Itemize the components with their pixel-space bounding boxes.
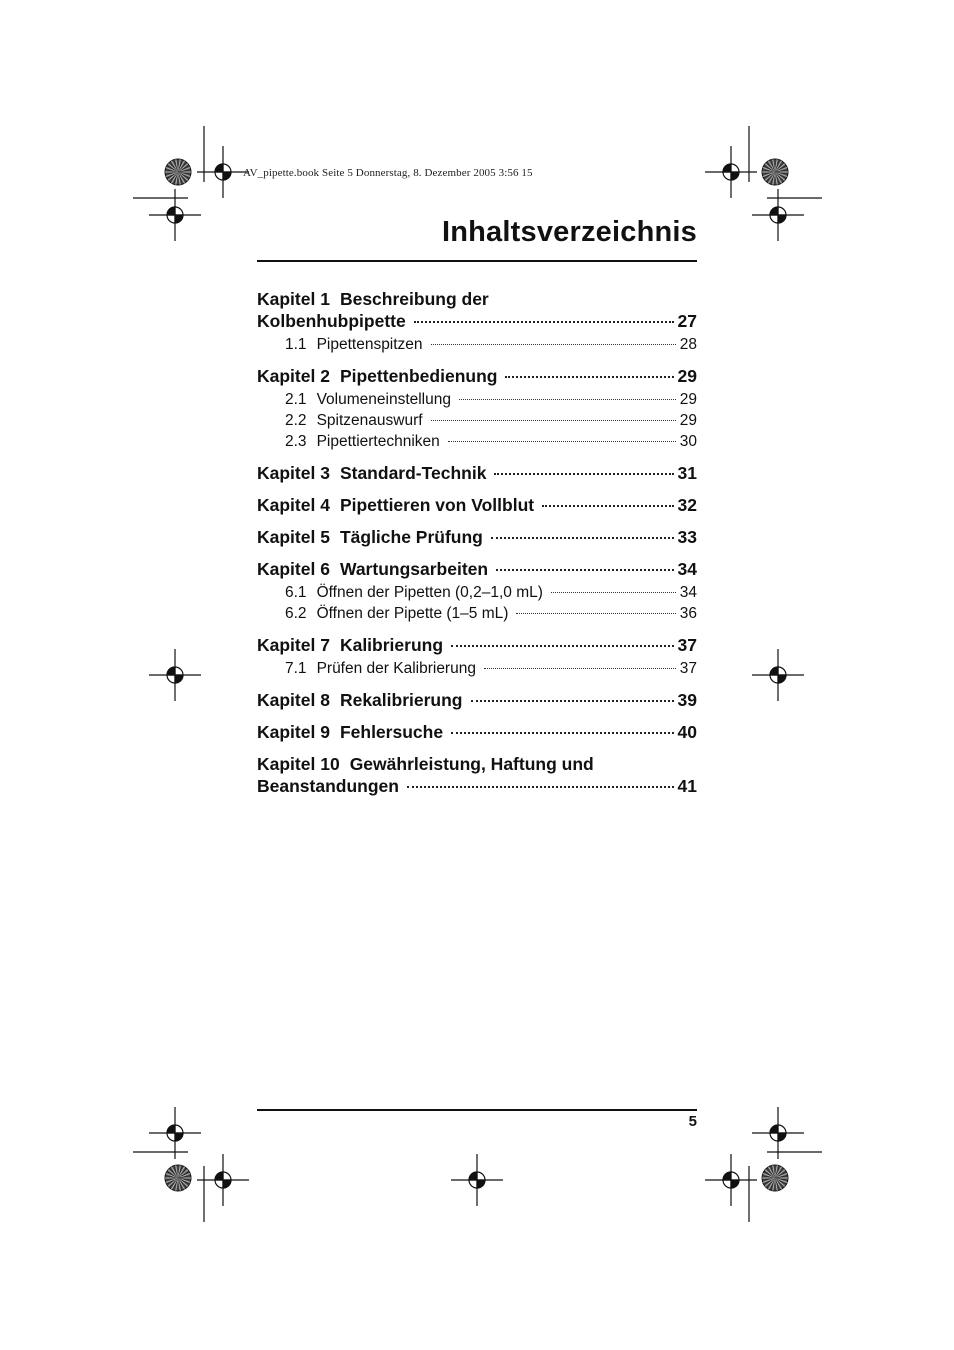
- chapter-page-number: 29: [677, 366, 697, 386]
- chapter-title: Kalibrierung: [339, 635, 444, 655]
- section-page-number: 29: [679, 391, 697, 408]
- chapter-page-number: 41: [677, 776, 697, 796]
- chapter-title: Standard-Technik: [339, 463, 487, 483]
- chapter-number: Kapitel 7: [257, 635, 330, 655]
- color-target-icon: [762, 159, 788, 185]
- chapter-number: Kapitel 10: [257, 754, 340, 774]
- dot-leader: [494, 473, 673, 475]
- chapter-title: Wartungsarbeiten: [339, 559, 489, 579]
- toc-section-entry[interactable]: [257, 334, 697, 355]
- dot-leader: [451, 732, 673, 734]
- section-title: Pipettenspitzen: [316, 336, 423, 353]
- toc-chapter-entry[interactable]: [257, 365, 697, 387]
- section-title: Volumeneinstellung: [316, 391, 451, 408]
- section-page-number: 28: [679, 336, 697, 353]
- toc-chapter-entry[interactable]: [257, 753, 697, 797]
- chapter-number: Kapitel 2: [257, 366, 330, 386]
- section-page-number: 30: [679, 433, 697, 450]
- chapter-page-number: 27: [677, 311, 697, 331]
- chapter-title: Beanstandungen: [257, 776, 399, 796]
- section-number: 2.2: [285, 412, 307, 429]
- dot-leader: [448, 441, 676, 442]
- toc-section-entry[interactable]: [257, 389, 697, 410]
- color-target-icon: [165, 1165, 191, 1191]
- registration-mark-icon: [752, 189, 804, 241]
- section-page-number: 29: [679, 412, 697, 429]
- registration-mark-icon: [149, 189, 201, 241]
- chapter-number: Kapitel 6: [257, 559, 330, 579]
- toc-chapter-entry[interactable]: [257, 634, 697, 656]
- footer-rule: [257, 1109, 697, 1111]
- section-number: 6.1: [285, 584, 307, 601]
- section-number: 1.1: [285, 336, 307, 353]
- chapter-number: Kapitel 1: [257, 289, 330, 309]
- dot-leader: [431, 344, 676, 345]
- chapter-title: Pipettenbedienung: [339, 366, 498, 386]
- toc-chapter-entry[interactable]: [257, 689, 697, 711]
- section-title: Pipettiertechniken: [316, 433, 440, 450]
- dot-leader: [542, 505, 673, 507]
- toc-section-entry[interactable]: [257, 658, 697, 679]
- dot-leader: [451, 645, 674, 647]
- color-target-icon: [762, 1165, 788, 1191]
- dot-leader: [491, 537, 674, 539]
- chapter-page-number: 31: [677, 463, 697, 483]
- section-number: 6.2: [285, 605, 307, 622]
- section-number: 7.1: [285, 660, 307, 677]
- chapter-title: Kolbenhubpipette: [257, 311, 406, 331]
- registration-mark-icon: [752, 649, 804, 701]
- chapter-title-line1: Beschreibung der: [339, 289, 489, 309]
- chapter-number: Kapitel 5: [257, 527, 330, 547]
- dot-leader: [471, 700, 674, 702]
- chapter-number: Kapitel 3: [257, 463, 330, 483]
- chapter-title: Fehlersuche: [339, 722, 444, 742]
- page-number: 5: [688, 1113, 697, 1130]
- section-title: Öffnen der Pipette (1–5 mL): [316, 605, 509, 622]
- toc-section-entry[interactable]: [257, 410, 697, 431]
- toc-chapter-entry[interactable]: [257, 462, 697, 484]
- dot-leader: [407, 786, 674, 788]
- chapter-page-number: 39: [677, 690, 697, 710]
- toc-chapter-entry[interactable]: [257, 721, 697, 743]
- page-title: Inhaltsverzeichnis: [441, 216, 697, 248]
- section-title: Prüfen der Kalibrierung: [316, 660, 476, 677]
- dot-leader: [431, 420, 676, 421]
- section-number: 2.3: [285, 433, 307, 450]
- title-rule: [257, 260, 697, 262]
- chapter-number: Kapitel 9: [257, 722, 330, 742]
- chapter-title: Rekalibrierung: [339, 690, 463, 710]
- toc-chapter-entry[interactable]: [257, 526, 697, 548]
- print-slug-line: AV_pipette.book Seite 5 Donnerstag, 8. Dezember 2005 3:56 15: [243, 167, 533, 179]
- toc-section-entry[interactable]: [257, 603, 697, 624]
- toc-section-entry[interactable]: [257, 431, 697, 452]
- registration-mark-icon: [451, 1154, 503, 1206]
- registration-mark-icon: [197, 1154, 249, 1206]
- section-title: Spitzenauswurf: [316, 412, 423, 429]
- chapter-number: Kapitel 4: [257, 495, 330, 515]
- registration-mark-icon: [149, 649, 201, 701]
- chapter-page-number: 37: [677, 635, 697, 655]
- registration-mark-icon: [149, 1107, 201, 1159]
- section-page-number: 34: [679, 584, 697, 601]
- toc-chapter-entry[interactable]: [257, 494, 697, 516]
- chapter-page-number: 32: [677, 495, 697, 515]
- section-number: 2.1: [285, 391, 307, 408]
- color-target-icon: [165, 159, 191, 185]
- chapter-title: Pipettieren von Vollblut: [339, 495, 535, 515]
- dot-leader: [496, 569, 673, 571]
- section-page-number: 37: [679, 660, 697, 677]
- table-of-contents: [257, 288, 697, 797]
- chapter-page-number: 34: [677, 559, 697, 579]
- section-title: Öffnen der Pipetten (0,2–1,0 mL): [316, 584, 543, 601]
- dot-leader: [516, 613, 675, 614]
- section-page-number: 36: [679, 605, 697, 622]
- dot-leader: [505, 376, 673, 378]
- registration-mark-icon: [197, 146, 249, 198]
- dot-leader: [414, 321, 674, 323]
- dot-leader: [551, 592, 676, 593]
- registration-mark-icon: [752, 1107, 804, 1159]
- chapter-title: Tägliche Prüfung: [339, 527, 483, 547]
- dot-leader: [484, 668, 676, 669]
- chapter-number: Kapitel 8: [257, 690, 330, 710]
- chapter-page-number: 40: [677, 722, 697, 742]
- chapter-title-line1: Gewährleistung, Haftung und: [349, 754, 594, 774]
- chapter-page-number: 33: [677, 527, 697, 547]
- toc-chapter-entry[interactable]: [257, 288, 697, 332]
- toc-section-entry[interactable]: [257, 582, 697, 603]
- toc-chapter-entry[interactable]: [257, 558, 697, 580]
- dot-leader: [459, 399, 676, 400]
